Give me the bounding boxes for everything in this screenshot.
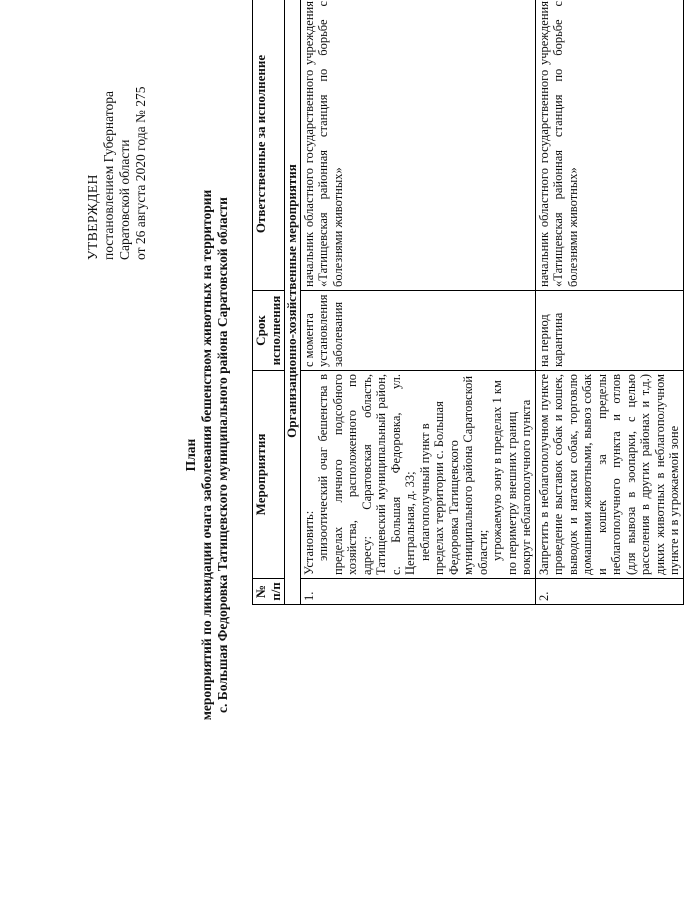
table-row	[535, 0, 683, 605]
approval-line-2: Саратовской области	[117, 139, 132, 260]
section-title: Организационно-хозяйственные мероприятия	[285, 0, 301, 605]
approval-line-1: постановлением Губернатора	[101, 91, 116, 260]
row-number: 1.	[300, 579, 535, 605]
measure-paragraph: угрожаемую зону в пределах 1 км по периметру внешних границ вокруг неблагополучного пункта	[490, 380, 533, 575]
row-term: с момента установления заболевания	[300, 291, 535, 371]
section-row	[285, 0, 301, 605]
header-number: № п/п	[253, 579, 285, 605]
measure-paragraph: эпизоотический очаг бешенства в пределах личного подсобного хозяйства, расположенного по адресу: Саратовская область, Татищевский муниципальный район, с. Большая Федоровка, ул. Центральная, д. 33;	[316, 374, 417, 575]
header-measures: Мероприятия	[253, 371, 285, 579]
row-responsible: начальник областного государственного учреждения «Татищевская районная станция по борьбе с болезнями животных»	[535, 0, 683, 291]
header-term: Срок исполнения	[253, 291, 285, 371]
measure-paragraph: Установить:	[301, 510, 316, 575]
approval-stamp	[85, 30, 149, 260]
row-number: 2.	[535, 579, 683, 605]
table-row	[300, 0, 535, 605]
row-measures: Запретить в неблагополучном пункте проведение выставок собак и кошек, выводок и натаски собак, торговлю домашними животными, вывоз собак и кошек за пределы неблагополучного пункта и отлов (для вывоза в зоопарки, с целью расселения в других районах и т.д.) диких животных в неблагополучном пункте и в угрожаемой зоне	[535, 371, 683, 579]
header-responsible: Ответственные за исполнение	[253, 0, 285, 291]
row-responsible: начальник областного государственного учреждения «Татищевская районная станция по борьбе с болезнями животных»	[300, 0, 535, 291]
row-measures	[300, 371, 535, 579]
table-header-row	[253, 0, 285, 605]
row-term: на период карантина	[535, 291, 683, 371]
plan-title-line-2: с. Большая Федоровка Татищевского муниципального района Саратовской области	[215, 197, 230, 713]
plan-heading: План	[183, 438, 198, 472]
measure-paragraph: неблагополучный пункт в пределах территории с. Большая Федоровка Татищевского муниципального района Саратовской области;	[417, 375, 490, 575]
approval-line-3: от 26 августа 2020 года № 275	[133, 86, 148, 260]
plan-title	[183, 175, 231, 735]
plan-title-line-1: мероприятий по ликвидации очага заболевания бешенством животных на территории	[199, 189, 214, 721]
plan-table	[252, 0, 684, 605]
approval-title: УТВЕРЖДЕН	[85, 174, 100, 260]
